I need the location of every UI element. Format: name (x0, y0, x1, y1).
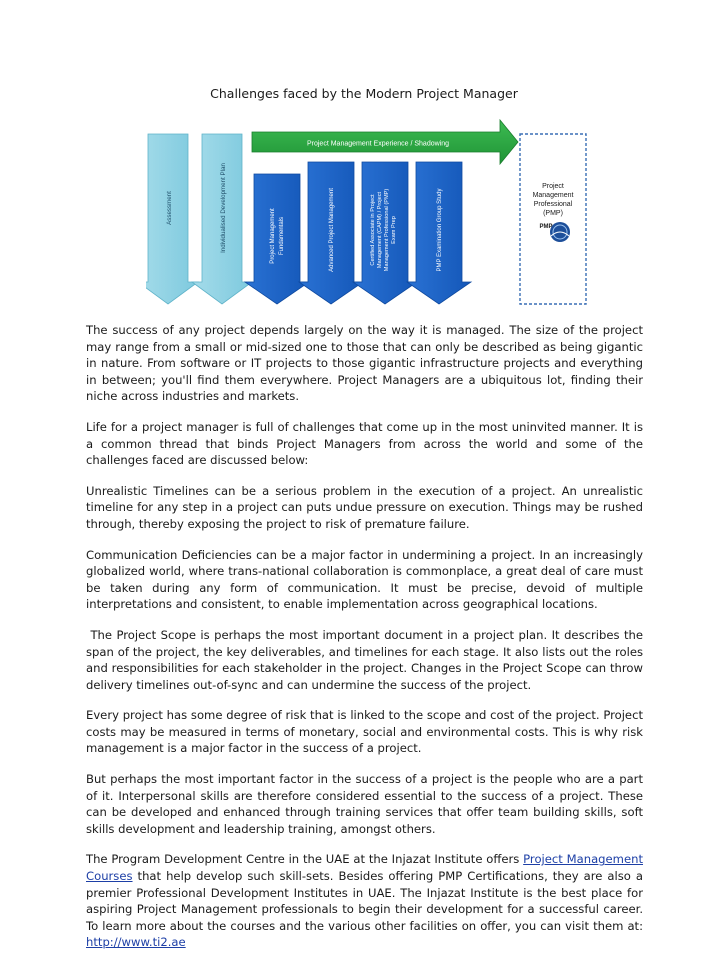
paragraph-challenges-intro: Life for a project manager is full of challenges that come up in the most uninvited manner. It is a common thread that binds Project Managers from across the world and some of the challenges faced are discussed below: (86, 419, 643, 468)
ti2-website-link[interactable]: http://www.ti2.ae (86, 935, 186, 950)
step-pm-fundamentals (245, 174, 309, 304)
step-capm-label-3: Management Professional (PMP) (384, 188, 390, 272)
pmp-goal-line-4: (PMP) (543, 210, 563, 217)
paragraph-injazat-text-b: that help develop such skill-sets. Besides offering PMP Certifications, they are also a premier Professional Development Institutes in UAE. The Injazat Institute is the best place for aspiring Project Management professionals to begin their development for a successful career. To learn more about the courses and the various other facilities on offer, you can visit them at: (86, 869, 643, 933)
pmp-pathway-diagram (146, 118, 588, 308)
step-capm-label-1: Certified Associate in Project (370, 194, 376, 266)
paragraph-injazat-text-a: The Program Development Centre in the UAE at the Injazat Institute offers (86, 852, 524, 867)
paragraph-risk: Every project has some degree of risk that is linked to the scope and cost of the project. Project costs may be measured in terms of monetary, social and environmental costs. This is why risk management is a major factor in the success of a project. (86, 708, 643, 756)
pmp-badge-text: PMP (539, 224, 553, 230)
experience-arrow (252, 120, 518, 164)
paragraph-people: But perhaps the most important factor in the success of a project is the people who are a part of it. Interpersonal skills are therefore considered essential to the success of a project. These can be developed and enhanced through training services that offer team building skills, soft skills development and leadership training, amongst others. (86, 772, 643, 836)
step-pmp-group-study (407, 162, 471, 304)
pmp-goal-line-3: Professional (533, 201, 573, 208)
article-body (86, 322, 647, 965)
step-capm-label-4: Exam Prep (391, 216, 397, 244)
step-assessment-label: Assessment (166, 191, 173, 225)
paragraph-scope: The Project Scope is perhaps the most important document in a project plan. It describes the span of the project, the key deliverables, and timelines for each stage. It also lists out the roles and responsibilities for each stakeholder in the project. Changes in the Project Scope can throw delivery timelines out-of-sync and can undermine the success of the project. (86, 627, 647, 692)
step-pm-fundamentals-label-1: Project Management (270, 208, 276, 264)
paragraph-communication: Communication Deficiencies can be a major factor in undermining a project. In an increasingly globalized world, where trans-national collaboration is commonplace, a great deal of care must be taken during any form of communication. It must be precise, devoid of multiple interpretations and consistent, to enable implementation across geographical locations. (86, 547, 643, 612)
step-pm-fundamentals-label-2: Fundamentals (279, 216, 285, 256)
step-development-plan (192, 134, 252, 304)
paragraph-timelines: Unrealistic Timelines can be a serious problem in the execution of a project. An unrealistic timeline for any step in a project can puts undue pressure on execution. Things may be rushed through, thereby exposing the project to risk of premature failure. (86, 483, 643, 531)
pmp-goal-line-1: Project (542, 183, 564, 190)
experience-arrow-label: Project Management Experience / Shadowing (306, 140, 450, 148)
step-development-plan-label: Individualised Development Plan (220, 163, 227, 253)
step-advanced-pm-label: Advanced Project Management (329, 188, 335, 272)
pmp-goal-line-2: Management (532, 192, 574, 199)
paragraph-injazat (86, 851, 643, 951)
step-assessment (146, 134, 198, 304)
project-management-courses-link[interactable]: Project Management Courses (86, 852, 643, 884)
pmp-goal-box (520, 134, 586, 304)
step-capm-label-2: Management (CAPM) / Project (377, 191, 383, 269)
paragraph-intro: The success of any project depends largely on the way it is managed. The size of the project may range from a small or mid-sized one to those that can only be described as being gigantic in nature. From software or IT projects to those gigantic infrastructure projects and everything in between; you'll find them everywhere. Project Managers are a ubiquitous lot, finding their niche across industries and markets. (86, 323, 643, 404)
step-pmp-group-study-label: PMP Examination Group Study (437, 188, 443, 272)
page-title: Challenges faced by the Modern Project Manager (210, 86, 518, 101)
